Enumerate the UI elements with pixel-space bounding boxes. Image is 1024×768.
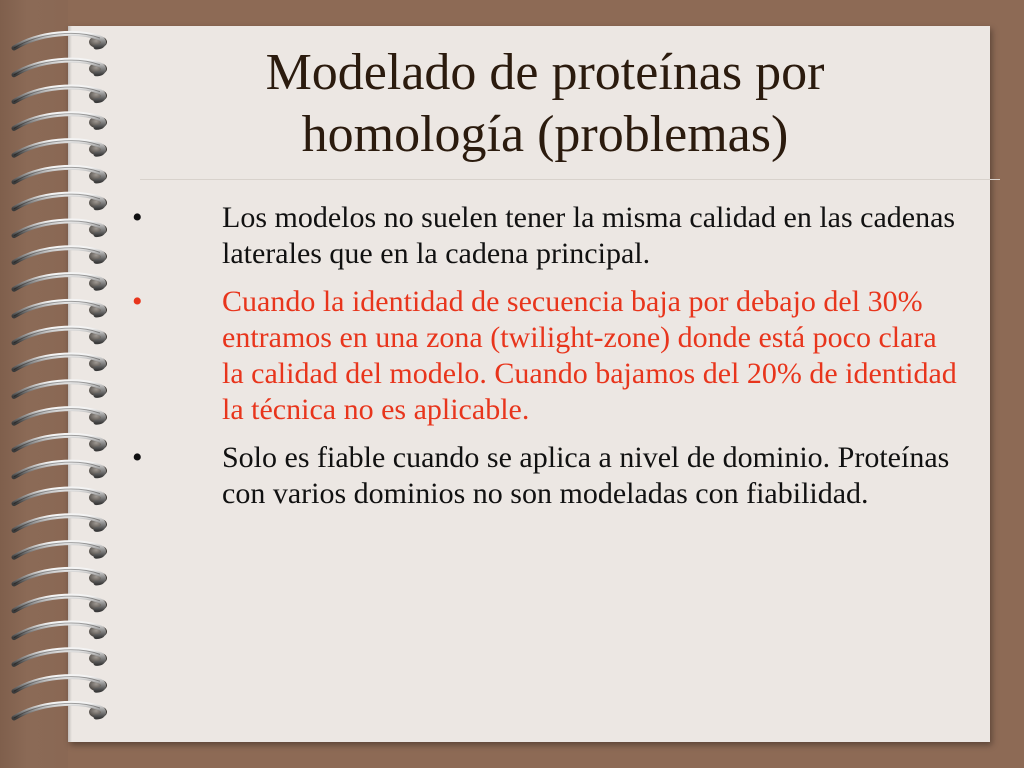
spiral-coil: [14, 489, 107, 504]
spiral-coil: [14, 141, 107, 156]
spiral-binding-icon: [0, 0, 140, 768]
spiral-coil: [14, 167, 107, 182]
spiral-coil: [14, 516, 107, 531]
bullet-marker: •: [132, 441, 143, 474]
bullet-item-3: [130, 440, 960, 512]
spiral-coil: [14, 87, 107, 102]
spiral-coil: [14, 677, 107, 692]
spiral-coil: [14, 301, 107, 316]
spiral-coil: [14, 248, 107, 263]
spiral-coil: [14, 382, 107, 397]
spiral-coil: [14, 569, 107, 584]
title-line-2: homología (problemas): [301, 106, 789, 163]
spiral-coil: [14, 221, 107, 236]
spiral-coil: [14, 435, 107, 450]
spiral-coil: [14, 355, 107, 370]
spiral-coil: [14, 703, 107, 718]
spiral-coil: [14, 275, 107, 290]
title-divider: [140, 179, 1000, 180]
bullet-marker: •: [132, 285, 143, 318]
title-line-1: Modelado de proteínas por: [265, 44, 825, 101]
bullet-text: Solo es fiable cuando se aplica a nivel de dominio. Proteínas con varios dominios no son modeladas con fiabilidad.: [222, 441, 950, 510]
bullet-text: Los modelos no suelen tener la misma calidad en las cadenas laterales que en la cadena principal.: [222, 201, 956, 270]
spiral-coil: [14, 409, 107, 424]
bullet-item-2: [130, 284, 960, 428]
spiral-coil: [14, 650, 107, 665]
bullet-list: [130, 200, 960, 524]
page-title: [140, 42, 950, 166]
spiral-coil: [14, 194, 107, 209]
bullet-item-1: [130, 200, 960, 272]
spiral-coil: [14, 623, 107, 638]
bullet-text: Cuando la identidad de secuencia baja por debajo del 30% entramos en una zona (twilight-zone) donde está poco clara la calidad del modelo. Cuando bajamos del 20% de identidad la técnica no es aplicable.: [222, 285, 957, 426]
spiral-coil: [14, 114, 107, 129]
bullet-marker: •: [132, 201, 143, 234]
spiral-coil: [14, 596, 107, 611]
spiral-coil: [14, 543, 107, 558]
spiral-coil: [14, 462, 107, 477]
spiral-coil: [14, 33, 107, 48]
spiral-coil: [14, 60, 107, 75]
spiral-coil: [14, 328, 107, 343]
